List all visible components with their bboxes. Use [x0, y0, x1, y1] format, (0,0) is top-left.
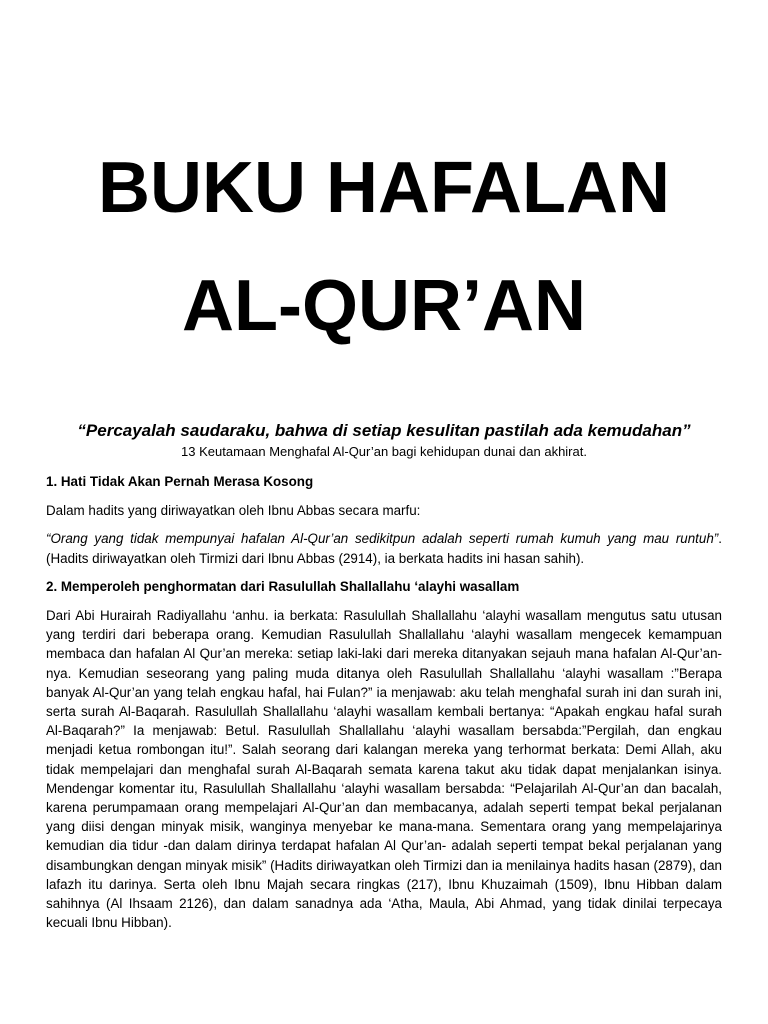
motto-quote: “Percayalah saudaraku, bahwa di setiap kesulitan pastilah ada kemudahan” [77, 421, 691, 440]
section-1-heading: 1. Hati Tidak Akan Pernah Merasa Kosong [46, 474, 314, 489]
document-body [46, 472, 722, 941]
section-1-intro: Dalam hadits yang diriwayatkan oleh Ibnu Abbas secara marfu: [46, 503, 421, 519]
section-2-heading: 2. Memperoleh penghormatan dari Rasulullah Shallallahu ‘alayhi wasallam [46, 578, 520, 594]
subtitle: 13 Keutamaan Menghafal Al-Qur’an bagi kehidupan dunai dan akhirat. [181, 444, 587, 459]
title-line-2: AL-QUR’AN [182, 266, 586, 346]
section-1-hadith [46, 529, 722, 567]
section-2-body: Dari Abi Hurairah Radiyallahu ‘anhu. ia berkata: Rasulullah Shallallahu ‘alayhi wasallam mengutus satu utusan yang terdiri dari beberapa orang. Kemudian Rasulullah Shallallahu ‘alayhi wasallam mengecek kemampuan membaca dan hafalan Al Qur’an mereka: setiap laki-laki dari mereka ditanyakan sejauh mana hafalan Al-Qur’an-nya. Kemudian seseorang yang paling muda ditanya oleh Rasulullah Shallallahu ‘alayhi wasallam :”Berapa banyak Al-Qur’an yang telah engkau hafal, hai Fulan?” ia menjawab: aku telah menghafal surah ini dan surah ini, serta surah Al-Baqarah. Rasulullah Shallallahu ‘alayhi wasallam kembali bertanya: “Apakah engkau hafal surah Al-Baqarah?” Ia menjawab: Betul. Rasulullah Shallallahu ‘alayhi wasallam bersabda:”Pergilah, dan engkau menjadi ketua rombongan itu!”. Salah seorang dari kalangan mereka yang terhormat berkata: Demi Allah, aku tidak mempelajari dan menghafal surah Al-Baqarah semata karena takut aku tidak dapat menjalankan isinya. Mendengar komentar itu, Rasulullah Shallallahu ‘alayhi wasallam bersabda: “Pelajarilah Al-Qur’an dan bacalah, karena perumpamaan orang mempelajari Al-Qur’an dan membacanya, adalah seperti tempat bekal perjalanan yang diisi dengan minyak misik, wanginya menyebar ke mana-mana. Sementara orang yang mempelajarinya kemudian dia tidur -dan dalam dirinya terdapat hafalan Al Qur’an- adalah seperti tempat bekal perjalanan yang disambungkan dengan minyak misik” (Hadits diriwayatkan oleh Tirmizi dan ia menilainya hadits hasan (2879), dan lafazh itu darinya. Serta oleh Ibnu Majah secara ringkas (217), Ibnu Khuzaimah (1509), Ibnu Hibban dalam sahihnya (Al Ihsaam 2126), dan dalam sanadnya ada ‘Atha, Maula, Abi Ahmad, yang tidak dinilai terpecaya kecuali Ibnu Hibban). [46, 608, 722, 931]
section-1-hadith-source: . (Hadits diriwayatkan oleh Tirmizi dari Ibnu Abbas (2914), ia berkata hadits ini hasan sahih). [46, 531, 722, 566]
title-line-1: BUKU HAFALAN [98, 148, 670, 228]
section-1-hadith-quote: “Orang yang tidak mempunyai hafalan Al-Qur’an sedikitpun adalah seperti rumah kumuh yang mau runtuh” [46, 531, 719, 547]
